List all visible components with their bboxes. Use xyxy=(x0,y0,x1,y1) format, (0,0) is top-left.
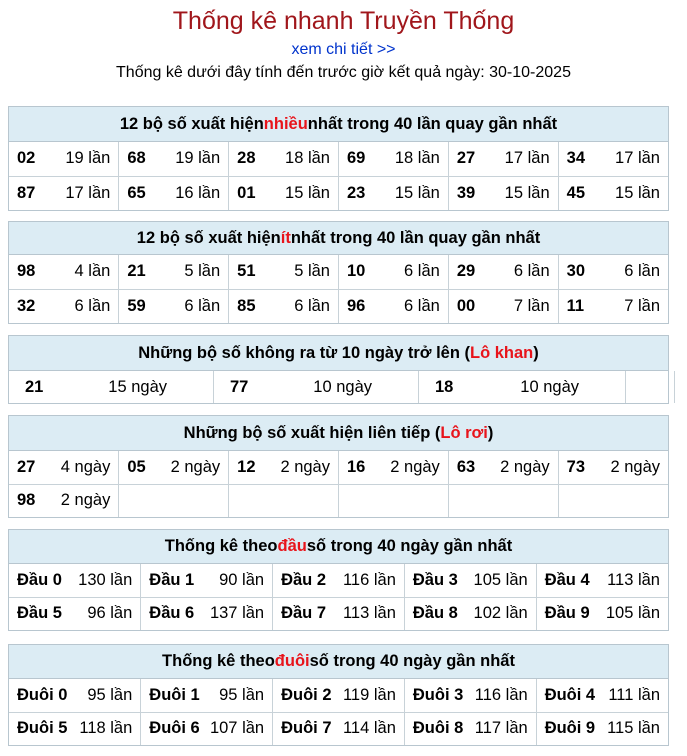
stat-entry xyxy=(237,184,330,203)
table-row xyxy=(9,564,668,597)
stat-entry xyxy=(347,184,440,203)
stat-number: 32 xyxy=(17,297,35,316)
stat-number: 00 xyxy=(457,297,475,316)
stat-entry xyxy=(545,571,660,590)
stat-cell xyxy=(448,451,558,484)
stat-count: 5 lần xyxy=(184,262,220,281)
stat-count: 17 lần xyxy=(505,149,550,168)
stat-cell xyxy=(9,597,141,630)
stat-entry xyxy=(567,458,660,477)
stat-number: 77 xyxy=(230,378,248,397)
stat-number: Đuôi 6 xyxy=(149,719,199,738)
stat-entry xyxy=(567,297,660,316)
stat-cell xyxy=(558,451,668,484)
stat-cell xyxy=(273,712,405,745)
stat-cell xyxy=(448,289,558,323)
table-row xyxy=(9,289,668,323)
stat-cell xyxy=(448,255,558,289)
stat-entry xyxy=(347,297,440,316)
stat-count: 17 lần xyxy=(65,184,110,203)
stat-entry xyxy=(17,262,110,281)
stat-count: 2 ngày xyxy=(61,491,111,510)
stat-cell xyxy=(338,176,448,210)
stats-table xyxy=(9,255,668,323)
tail-digit-section xyxy=(8,644,669,746)
stat-number: Đuôi 9 xyxy=(545,719,595,738)
stat-number: 39 xyxy=(457,184,475,203)
stat-count: 15 lần xyxy=(615,184,660,203)
section-header: Những bộ số không ra từ 10 ngày trở lên ( Lô khan ) xyxy=(9,336,668,371)
stat-number: Đầu 6 xyxy=(149,604,194,623)
stat-number: 11 xyxy=(567,297,584,316)
stat-count: 113 lần xyxy=(607,571,660,590)
stat-cell xyxy=(9,371,214,403)
stat-number: Đầu 2 xyxy=(281,571,326,590)
stat-cell xyxy=(119,484,229,517)
stat-cell xyxy=(404,597,536,630)
stat-cell xyxy=(419,371,626,403)
stat-cell xyxy=(229,484,339,517)
stat-number: Đầu 3 xyxy=(413,571,458,590)
highlight-word: Lô rơi xyxy=(440,424,487,443)
stat-cell xyxy=(675,371,687,403)
stat-entry xyxy=(127,297,220,316)
stat-cell xyxy=(141,564,273,597)
stat-entry xyxy=(17,686,132,705)
stat-number: 73 xyxy=(567,458,585,477)
stat-cell xyxy=(338,255,448,289)
table-row xyxy=(9,142,668,176)
stat-number: 69 xyxy=(347,149,365,168)
stat-number: Đầu 1 xyxy=(149,571,194,590)
stat-number: 27 xyxy=(17,458,35,477)
stat-count: 15 lần xyxy=(505,184,550,203)
stat-count: 2 ngày xyxy=(280,458,330,477)
stat-count: 6 lần xyxy=(514,262,550,281)
page xyxy=(0,6,687,84)
stat-number: 98 xyxy=(17,262,35,281)
section-header: Thống kê theo đầu số trong 40 ngày gần nhất xyxy=(9,530,668,564)
stat-cell xyxy=(273,597,405,630)
table-row xyxy=(9,484,668,517)
stat-count: 7 lần xyxy=(624,297,660,316)
stat-cell xyxy=(141,679,273,712)
stat-cell xyxy=(448,484,558,517)
stat-cell xyxy=(141,597,273,630)
stat-count: 6 lần xyxy=(75,297,111,316)
stat-count: 105 lần xyxy=(474,571,528,590)
stat-number: 01 xyxy=(237,184,255,203)
stat-count: 114 lần xyxy=(343,719,396,738)
stat-count: 18 lần xyxy=(395,149,440,168)
stat-count: 10 ngày xyxy=(313,378,372,397)
section-header: Thống kê theo đuôi số trong 40 ngày gần nhất xyxy=(9,645,668,679)
stat-cell xyxy=(338,451,448,484)
stat-number: Đầu 5 xyxy=(17,604,62,623)
stat-entry xyxy=(17,184,110,203)
stat-cell xyxy=(229,255,339,289)
stat-entry xyxy=(281,571,396,590)
stat-count: 111 lần xyxy=(608,686,660,705)
stat-entry xyxy=(567,149,660,168)
stat-number: 96 xyxy=(347,297,365,316)
least-frequent-section xyxy=(8,221,669,324)
stat-cell xyxy=(404,564,536,597)
lo-khan-section xyxy=(8,335,669,404)
stat-entry xyxy=(347,262,440,281)
head-digit-section xyxy=(8,529,669,631)
stat-entry xyxy=(149,571,264,590)
stat-count: 6 lần xyxy=(404,262,440,281)
stat-count: 2 ngày xyxy=(171,458,221,477)
stat-count: 6 lần xyxy=(404,297,440,316)
stat-entry xyxy=(237,297,330,316)
stat-entry xyxy=(127,184,220,203)
highlight-word: Lô khan xyxy=(470,344,533,363)
stat-count: 130 lần xyxy=(78,571,132,590)
table-row xyxy=(9,255,668,289)
stat-cell xyxy=(9,289,119,323)
stat-entry xyxy=(281,604,396,623)
stat-cell xyxy=(119,451,229,484)
stat-number: Đuôi 1 xyxy=(149,686,199,705)
highlight-word: đầu xyxy=(278,537,307,556)
highlight-word: nhiều xyxy=(264,115,308,134)
stat-cell xyxy=(558,289,668,323)
stat-entry xyxy=(17,571,132,590)
stat-count: 116 lần xyxy=(343,571,396,590)
stat-number: 29 xyxy=(457,262,475,281)
stat-count: 90 lần xyxy=(219,571,264,590)
stat-count: 119 lần xyxy=(343,686,396,705)
section-header: 12 bộ số xuất hiện nhiều nhất trong 40 lần quay gần nhất xyxy=(9,107,668,142)
stat-entry xyxy=(545,719,660,738)
stat-count: 4 lần xyxy=(75,262,111,281)
stat-number: Đuôi 5 xyxy=(17,719,67,738)
stat-count: 15 lần xyxy=(285,184,330,203)
stat-number: 98 xyxy=(17,491,35,510)
stat-cell xyxy=(338,142,448,176)
highlight-word: ít xyxy=(281,229,291,248)
stat-entry xyxy=(427,378,617,397)
stat-number: 05 xyxy=(127,458,145,477)
stat-number: 34 xyxy=(567,149,585,168)
page-subtitle: Thống kê dưới đây tính đến trước giờ kết quả ngày: 30-10-2025 xyxy=(0,62,687,84)
stat-number: Đuôi 0 xyxy=(17,686,67,705)
stat-count: 4 ngày xyxy=(61,458,111,477)
stat-number: 23 xyxy=(347,184,365,203)
stat-count: 137 lần xyxy=(210,604,264,623)
stat-entry xyxy=(347,458,440,477)
stat-number: 51 xyxy=(237,262,255,281)
stat-count: 19 lần xyxy=(175,149,220,168)
stat-cell xyxy=(404,712,536,745)
stat-entry xyxy=(17,149,110,168)
stat-cell xyxy=(273,564,405,597)
stat-entry xyxy=(127,458,220,477)
stat-count: 2 ngày xyxy=(390,458,440,477)
stat-count: 17 lần xyxy=(615,149,660,168)
stat-count: 116 lần xyxy=(475,686,528,705)
stat-cell xyxy=(9,484,119,517)
section-header: Những bộ số xuất hiện liên tiếp ( Lô rơi ) xyxy=(9,416,668,451)
stat-entry xyxy=(237,149,330,168)
stat-number: Đuôi 3 xyxy=(413,686,463,705)
table-row xyxy=(9,597,668,630)
stat-count: 10 ngày xyxy=(520,378,579,397)
most-frequent-section xyxy=(8,106,669,211)
stat-cell xyxy=(558,484,668,517)
table-row xyxy=(9,371,687,403)
stat-entry xyxy=(457,297,550,316)
stat-cell xyxy=(9,176,119,210)
stat-cell xyxy=(536,597,668,630)
stat-count: 117 lần xyxy=(475,719,528,738)
stat-number: 28 xyxy=(237,149,255,168)
stat-count: 6 lần xyxy=(294,297,330,316)
stat-number: 45 xyxy=(567,184,585,203)
stat-entry xyxy=(567,262,660,281)
stat-count: 18 lần xyxy=(285,149,330,168)
stat-number: 12 xyxy=(237,458,255,477)
stat-entry xyxy=(347,149,440,168)
stat-cell xyxy=(119,176,229,210)
stat-count: 5 lần xyxy=(294,262,330,281)
stat-number: 59 xyxy=(127,297,145,316)
stat-count: 2 ngày xyxy=(500,458,550,477)
stats-table xyxy=(9,564,668,630)
stat-cell xyxy=(214,371,419,403)
stat-entry xyxy=(413,719,528,738)
stat-number: 68 xyxy=(127,149,145,168)
stat-cell xyxy=(9,451,119,484)
section-header: 12 bộ số xuất hiện ít nhất trong 40 lần quay gần nhất xyxy=(9,222,668,255)
stat-cell xyxy=(558,176,668,210)
stat-number: Đầu 4 xyxy=(545,571,590,590)
stat-number: 18 xyxy=(435,378,453,397)
table-row xyxy=(9,451,668,484)
stat-entry xyxy=(127,149,220,168)
stat-number: 21 xyxy=(127,262,145,281)
stat-count: 6 lần xyxy=(184,297,220,316)
stat-count: 7 lần xyxy=(514,297,550,316)
stats-table xyxy=(9,679,668,745)
stat-entry xyxy=(127,262,220,281)
table-row xyxy=(9,712,668,745)
stat-cell xyxy=(229,289,339,323)
stat-count: 19 lần xyxy=(65,149,110,168)
stat-cell xyxy=(536,679,668,712)
stat-entry xyxy=(149,719,264,738)
stat-number: 27 xyxy=(457,149,475,168)
stat-cell xyxy=(273,679,405,712)
stat-cell xyxy=(338,289,448,323)
stat-entry xyxy=(545,604,660,623)
stat-entry xyxy=(567,184,660,203)
stat-entry xyxy=(457,184,550,203)
stat-entry xyxy=(457,458,550,477)
page-title: Thống kê nhanh Truyền Thống xyxy=(0,6,687,36)
stat-cell xyxy=(9,564,141,597)
highlight-word: đuôi xyxy=(275,652,310,671)
stat-cell xyxy=(536,564,668,597)
stat-entry xyxy=(545,686,660,705)
lo-roi-section xyxy=(8,415,669,518)
stat-number: Đuôi 8 xyxy=(413,719,463,738)
stat-count: 6 lần xyxy=(624,262,660,281)
stat-cell xyxy=(229,451,339,484)
stats-table xyxy=(9,451,668,517)
stat-count: 105 lần xyxy=(606,604,660,623)
stat-count: 115 lần xyxy=(607,719,660,738)
stat-entry xyxy=(222,378,410,397)
stat-entry xyxy=(17,297,110,316)
stats-table xyxy=(9,371,687,403)
stat-number: Đầu 7 xyxy=(281,604,326,623)
stat-number: 65 xyxy=(127,184,145,203)
stat-number: Đầu 9 xyxy=(545,604,590,623)
stat-cell xyxy=(229,142,339,176)
stat-number: 16 xyxy=(347,458,365,477)
stat-entry xyxy=(457,149,550,168)
stat-cell xyxy=(9,142,119,176)
table-row xyxy=(9,679,668,712)
stat-cell xyxy=(626,371,675,403)
stat-cell xyxy=(338,484,448,517)
stat-cell xyxy=(119,289,229,323)
stat-count: 15 lần xyxy=(395,184,440,203)
stat-entry xyxy=(413,571,528,590)
stat-number: 63 xyxy=(457,458,475,477)
stat-count: 102 lần xyxy=(474,604,528,623)
stat-cell xyxy=(229,176,339,210)
stat-cell xyxy=(404,679,536,712)
stat-cell xyxy=(536,712,668,745)
stat-cell xyxy=(141,712,273,745)
stat-count: 95 lần xyxy=(87,686,132,705)
stat-entry xyxy=(237,458,330,477)
stat-cell xyxy=(448,176,558,210)
stat-count: 95 lần xyxy=(219,686,264,705)
stat-entry xyxy=(17,491,110,510)
stat-count: 2 ngày xyxy=(610,458,660,477)
stats-table xyxy=(9,142,668,210)
stat-cell xyxy=(558,255,668,289)
stat-count: 107 lần xyxy=(210,719,264,738)
stat-number: Đầu 0 xyxy=(17,571,62,590)
stat-number: Đuôi 4 xyxy=(545,686,595,705)
stat-cell xyxy=(558,142,668,176)
stat-number: Đầu 8 xyxy=(413,604,458,623)
stat-entry xyxy=(17,458,110,477)
stat-number: Đuôi 2 xyxy=(281,686,331,705)
stat-entry xyxy=(413,686,528,705)
stat-number: 30 xyxy=(567,262,585,281)
stat-count: 118 lần xyxy=(79,719,132,738)
stat-number: Đuôi 7 xyxy=(281,719,331,738)
stat-entry xyxy=(237,262,330,281)
table-row xyxy=(9,176,668,210)
stat-number: 10 xyxy=(347,262,365,281)
stat-entry xyxy=(457,262,550,281)
stat-entry xyxy=(17,719,132,738)
stat-entry xyxy=(17,604,132,623)
stat-entry xyxy=(413,604,528,623)
stat-number: 85 xyxy=(237,297,255,316)
stat-cell xyxy=(9,712,141,745)
stat-entry xyxy=(281,686,396,705)
view-details-link[interactable]: xem chi tiết >> xyxy=(0,39,687,61)
stat-cell xyxy=(119,255,229,289)
stat-cell xyxy=(9,679,141,712)
stat-count: 96 lần xyxy=(87,604,132,623)
stat-number: 21 xyxy=(25,378,43,397)
stat-count: 16 lần xyxy=(175,184,220,203)
stat-entry xyxy=(149,604,264,623)
stat-cell xyxy=(9,255,119,289)
stat-cell xyxy=(448,142,558,176)
stat-entry xyxy=(17,378,205,397)
stat-count: 113 lần xyxy=(343,604,396,623)
stat-number: 02 xyxy=(17,149,35,168)
stat-entry xyxy=(149,686,264,705)
stat-number: 87 xyxy=(17,184,35,203)
stat-cell xyxy=(119,142,229,176)
stat-entry xyxy=(281,719,396,738)
stat-count: 15 ngày xyxy=(108,378,167,397)
